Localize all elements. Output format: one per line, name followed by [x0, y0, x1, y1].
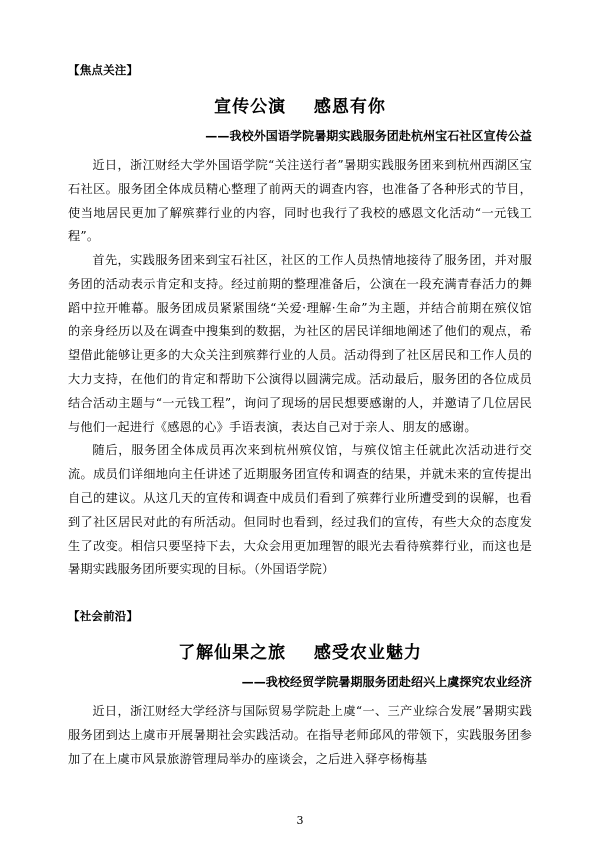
- section-tag-focus: 【焦点关注】: [68, 63, 139, 77]
- article-title-1: 宣传公演 感恩有你: [214, 97, 386, 117]
- article-1-paragraph-2: 首先，实践服务团来到宝石社区，社区的工作人员热情地接待了服务团，并对服务团的活动表示肯定和支持。经过前期的整理准备后，公演在一段充满青春活力的舞蹈中拉开帷幕。服务团成员紧紧围绕“关爱·理解·生命”为主题，并结合前期在殡仪馆的亲身经历以及在调查中搜集到的数据，为社区的居民详细地阐述了他们的观点，希望借此能够让更多的大众关注到殡葬行业的人员。活动得到了社区居民和工作人员的大力支持，在他们的肯定和帮助下公演得以圆满完成。活动最后，服务团的各位成员结合活动主题与“一元钱工程”，询问了现场的居民想要感谢的人，并邀请了几位居民与他们一起进行《感恩的心》手语表演，表达自己对于亲人、朋友的感谢。: [68, 253, 532, 434]
- article-1-paragraph-1: 近日，浙江财经大学外国语学院“关注送行者”暑期实践服务团来到杭州西湖区宝石社区。服务团全体成员精心整理了前两天的调查内容，也准备了各种形式的节目，使当地居民更加了解殡葬行业的内容，同时也我行了我校的感恩文化活动“一元钱工程”。: [68, 158, 532, 244]
- article-1-paragraph-3: 随后，服务团全体成员再次来到杭州殡仪馆，与殡仪馆主任就此次活动进行交流。成员们详细地向主任讲述了近期服务团宣传和调查的结果，并就未来的宣传提出自己的建议。从这几天的宣传和调查中成员们看到了殡葬行业所遭受到的误解，也看到了社区居民对此的有所活动。但同时也看到，经过我们的宣传，有些大众的态度发生了改变。相信只要坚持下去，大众会用更加理智的眼光去看待殡葬行业，而这也是暑期实践服务团所要实现的目标。（外国语学院）: [68, 443, 532, 577]
- article-2-paragraph-1: 近日，浙江财经大学经济与国际贸易学院赴上虞“一、三产业综合发展”暑期实践服务团到达上虞市开展暑期社会实践活动。在指导老师邱风的带领下，实践服务团参加了在上虞市风景旅游管理局举办的座谈会，之后进入驿亭杨梅基: [68, 704, 532, 766]
- article-title-2: 了解仙果之旅 感受农业魅力: [178, 643, 422, 664]
- page-number: 3: [296, 814, 304, 827]
- article-subtitle-2: ——我校经贸学院暑期服务团赴绍兴上虞探究农业经济: [241, 675, 532, 690]
- section-divider-space: [68, 582, 532, 608]
- article-subtitle-1: ——我校外国语学院暑期实践服务团赴杭州宝石社区宣传公益: [205, 129, 532, 143]
- section-tag-frontier: 【社会前沿】: [68, 609, 139, 624]
